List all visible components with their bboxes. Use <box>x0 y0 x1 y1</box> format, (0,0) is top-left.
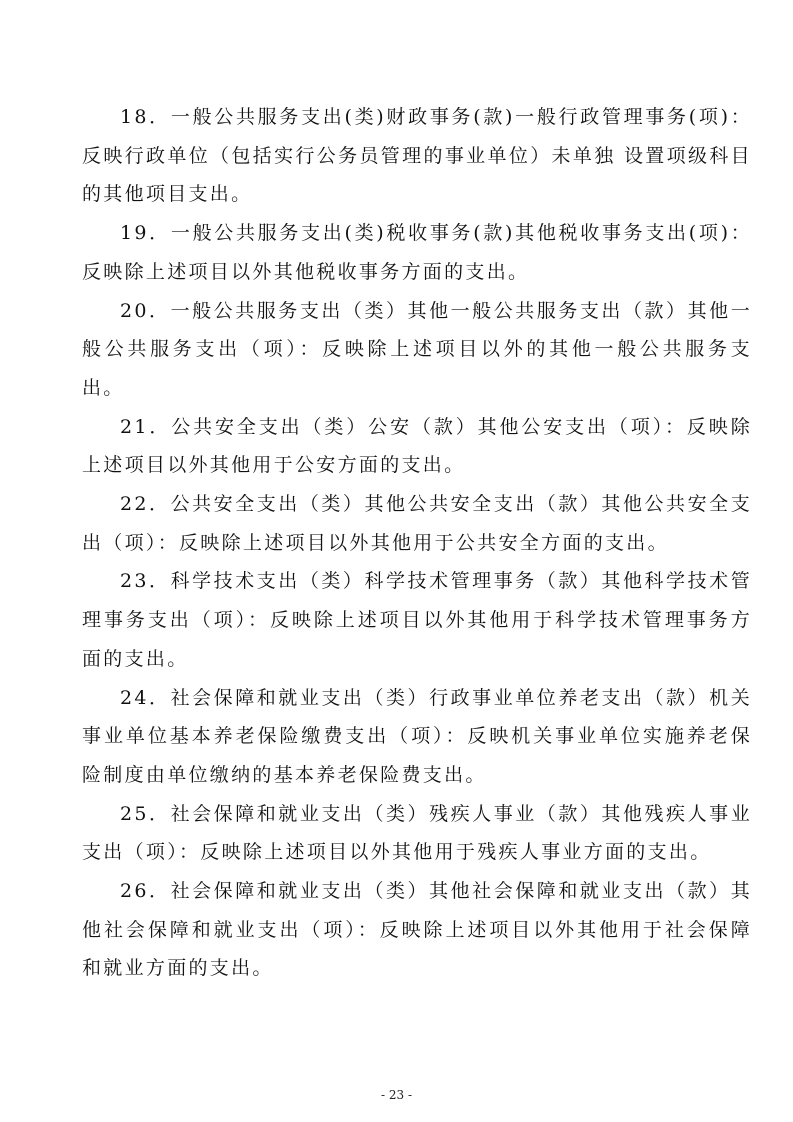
page-number: - 23 - <box>380 1088 412 1102</box>
paragraph-19: 19．一般公共服务支出(类)税收事务(款)其他税收事务支出(项)：反映除上述项目以外其他税收事务方面的支出。 <box>82 222 752 283</box>
paragraph-22: 22．公共安全支出（类）其他公共安全支出（款）其他公共安全支出（项）：反映除上述项目以外其他用于公共安全方面的支出。 <box>82 493 752 554</box>
paragraph-20: 20．一般公共服务支出（类）其他一般公共服务支出（款）其他一般公共服务支出（项）：反映除上述项目以外的其他一般公共服务支出。 <box>82 299 752 399</box>
document-body <box>82 98 752 988</box>
paragraph-25: 25．社会保障和就业支出（类）残疾人事业（款）其他残疾人事业支出（项）：反映除上述项目以外其他用于残疾人事业方面的支出。 <box>82 802 752 864</box>
paragraph-18: 18．一般公共服务支出(类)财政事务(款)一般行政管理事务(项)：反映行政单位（包括实行公务员管理的事业单位）未单独 设置项级科目的其他项目支出。 <box>82 106 752 206</box>
paragraph-23: 23．科学技术支出（类）科学技术管理事务（款）其他科学技术管理事务支出（项）：反映除上述项目以外其他用于科学技术管理事务方面的支出。 <box>82 570 752 670</box>
paragraph-24: 24．社会保障和就业支出（类）行政事业单位养老支出（款）机关事业单位基本养老保险缴费支出（项）：反映机关事业单位实施养老保险制度由单位缴纳的基本养老保险费支出。 <box>82 686 752 786</box>
paragraph-21: 21．公共安全支出（类）公安（款）其他公安支出（项）：反映除上述项目以外其他用于公安方面的支出。 <box>82 415 752 477</box>
paragraph-26: 26．社会保障和就业支出（类）其他社会保障和就业支出（款）其他社会保障和就业支出（项）：反映除上述项目以外其他用于社会保障和就业方面的支出。 <box>82 880 752 980</box>
